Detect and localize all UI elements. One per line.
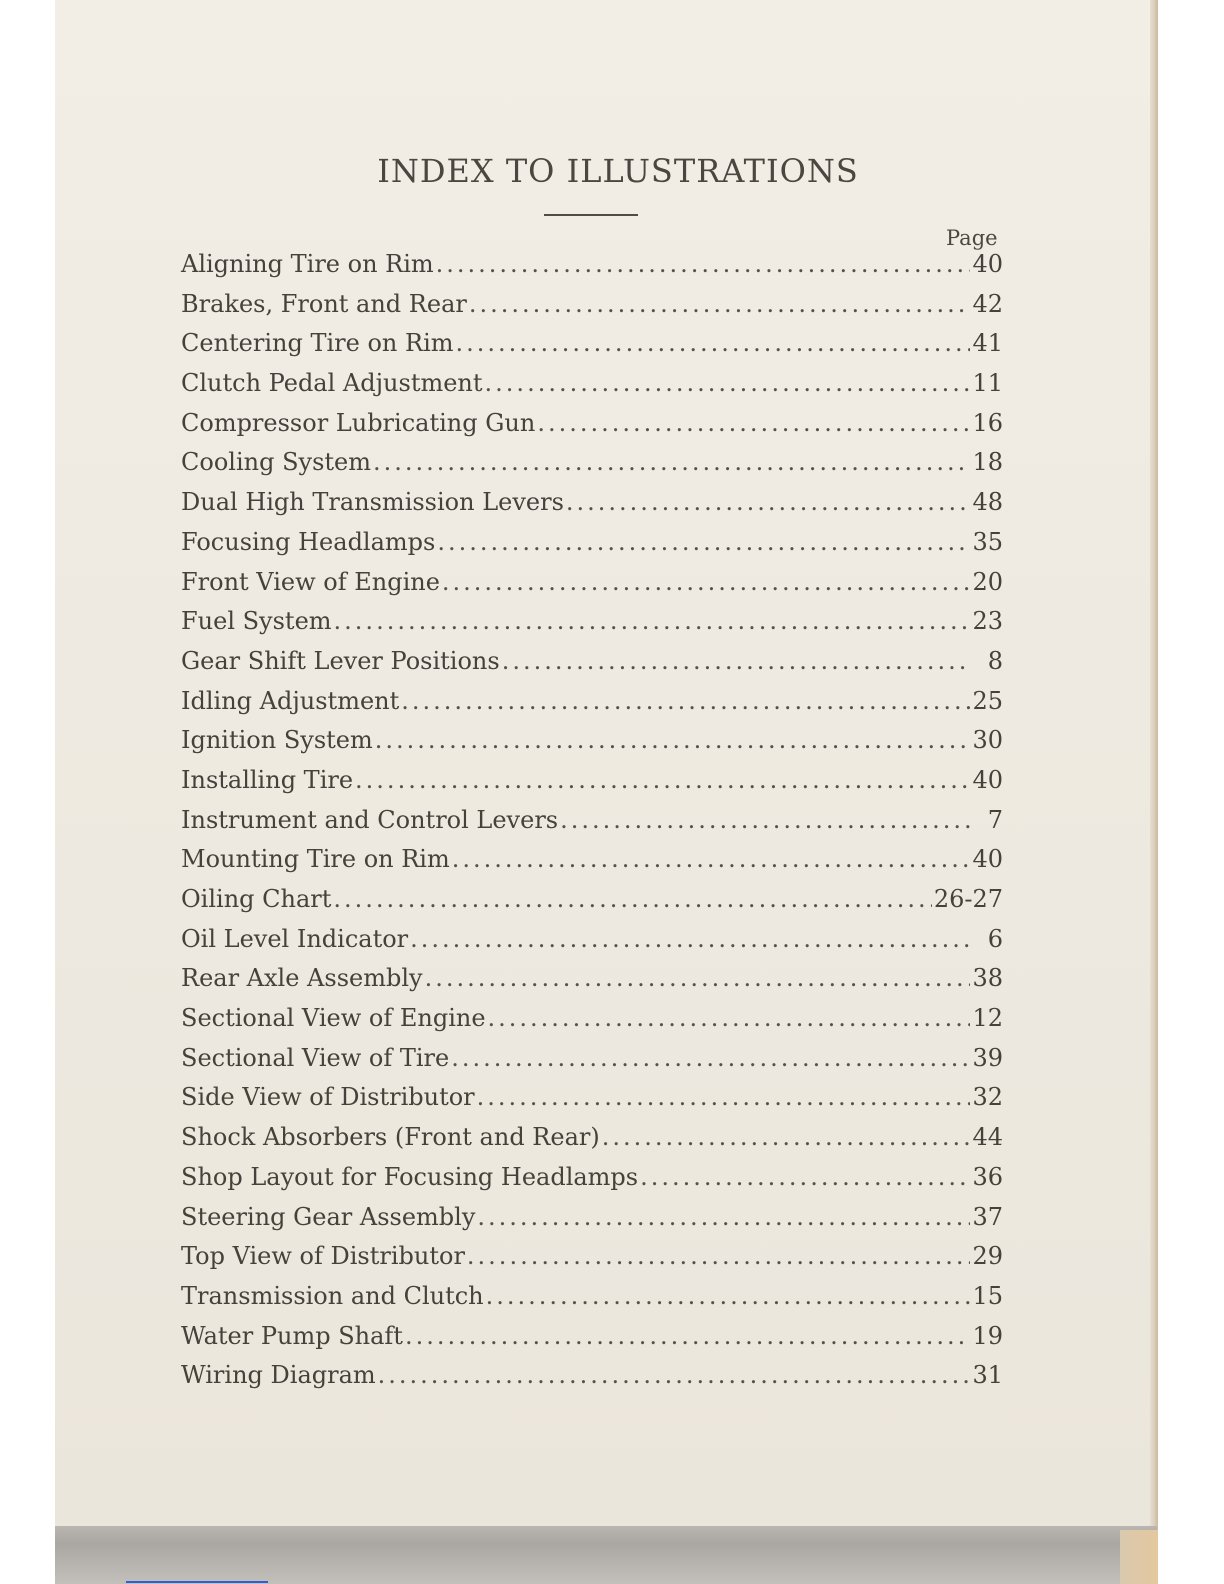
entry-label: Installing Tire bbox=[181, 765, 354, 794]
index-entry bbox=[181, 607, 1003, 647]
entry-label: Oiling Chart bbox=[181, 885, 332, 913]
entry-page-number: 18 bbox=[972, 448, 1003, 477]
dot-leader bbox=[537, 409, 970, 437]
entry-label: Oil Level Indicator bbox=[181, 924, 409, 953]
index-entry bbox=[181, 726, 1003, 766]
entry-page-number: 11 bbox=[972, 369, 1003, 398]
dot-leader bbox=[334, 607, 971, 635]
entry-label: Instrument and Control Levers bbox=[181, 805, 559, 834]
entry-label: Transmission and Clutch bbox=[181, 1281, 484, 1310]
entry-label: Compressor Lubricating Gun bbox=[181, 408, 536, 437]
dot-leader bbox=[467, 1242, 971, 1270]
entry-label: Ignition System bbox=[181, 726, 373, 755]
dot-leader bbox=[640, 1163, 970, 1191]
entry-page-number: 31 bbox=[972, 1361, 1003, 1390]
dot-leader bbox=[560, 806, 971, 834]
entry-page-number: 44 bbox=[972, 1123, 1003, 1152]
entry-label: Cooling System bbox=[181, 448, 371, 477]
dot-leader bbox=[405, 1322, 971, 1350]
entry-label: Dual High Transmission Levers bbox=[181, 488, 564, 517]
entry-page-number: 48 bbox=[972, 488, 1003, 517]
dot-leader bbox=[485, 369, 971, 397]
entry-page-number: 40 bbox=[972, 250, 1003, 278]
dot-leader bbox=[436, 250, 971, 278]
dot-leader bbox=[502, 647, 971, 675]
dot-leader bbox=[477, 1203, 970, 1231]
index-entry bbox=[181, 488, 1003, 528]
page-corner bbox=[1120, 1530, 1158, 1584]
title-underline bbox=[544, 214, 638, 216]
index-entry bbox=[181, 568, 1003, 608]
entry-page-number: 36 bbox=[972, 1162, 1003, 1191]
index-entry bbox=[181, 528, 1003, 568]
dot-leader bbox=[425, 964, 971, 992]
index-entry bbox=[181, 885, 1003, 925]
page-column-header: Page bbox=[946, 226, 998, 250]
entry-page-number: 37 bbox=[972, 1202, 1003, 1231]
dot-leader bbox=[437, 528, 970, 556]
page-title: INDEX TO ILLUSTRATIONS bbox=[377, 152, 859, 190]
entry-label: Centering Tire on Rim bbox=[181, 329, 454, 358]
entry-page-number: 26-27 bbox=[933, 885, 1003, 913]
dot-leader bbox=[486, 1282, 971, 1310]
dot-leader bbox=[442, 568, 971, 596]
index-entry bbox=[181, 1322, 1003, 1362]
entry-page-number: 42 bbox=[972, 289, 1003, 318]
entry-label: Sectional View of Tire bbox=[181, 1043, 450, 1072]
entry-page-number: 39 bbox=[972, 1043, 1003, 1072]
illustration-index-list bbox=[181, 250, 1003, 1401]
entry-page-number: 23 bbox=[972, 607, 1003, 636]
index-entry bbox=[181, 1123, 1003, 1163]
index-entry bbox=[181, 766, 1003, 806]
index-entry bbox=[181, 290, 1003, 330]
entry-label: Aligning Tire on Rim bbox=[181, 250, 434, 278]
dot-leader bbox=[355, 766, 970, 794]
page-edge bbox=[1150, 0, 1158, 1584]
dot-leader bbox=[410, 925, 971, 953]
dot-leader bbox=[488, 1004, 971, 1032]
entry-label: Idling Adjustment bbox=[181, 686, 400, 715]
entry-page-number: 7 bbox=[987, 805, 1003, 834]
entry-label: Sectional View of Engine bbox=[181, 1004, 486, 1033]
dot-leader bbox=[469, 290, 971, 318]
dot-leader bbox=[373, 448, 970, 476]
entry-page-number: 32 bbox=[972, 1083, 1003, 1112]
index-entry bbox=[181, 647, 1003, 687]
entry-label: Focusing Headlamps bbox=[181, 527, 436, 556]
dot-leader bbox=[566, 488, 971, 516]
index-entry bbox=[181, 1083, 1003, 1123]
entry-label: Steering Gear Assembly bbox=[181, 1202, 476, 1231]
entry-page-number: 20 bbox=[972, 567, 1003, 596]
entry-label: Mounting Tire on Rim bbox=[181, 845, 450, 874]
entry-label: Side View of Distributor bbox=[181, 1083, 475, 1112]
entry-page-number: 29 bbox=[972, 1242, 1003, 1271]
entry-page-number: 25 bbox=[972, 686, 1003, 715]
entry-label: Top View of Distributor bbox=[181, 1242, 465, 1271]
entry-page-number: 35 bbox=[972, 527, 1003, 556]
index-entry bbox=[181, 925, 1003, 965]
index-entry bbox=[181, 1163, 1003, 1203]
index-entry bbox=[181, 369, 1003, 409]
dot-leader bbox=[451, 1044, 970, 1072]
index-entry bbox=[181, 1004, 1003, 1044]
dot-leader bbox=[452, 845, 971, 873]
entry-label: Brakes, Front and Rear bbox=[181, 289, 467, 318]
index-entry bbox=[181, 1361, 1003, 1401]
entry-label: Shock Absorbers (Front and Rear) bbox=[181, 1123, 600, 1152]
entry-page-number: 19 bbox=[972, 1321, 1003, 1350]
dot-leader bbox=[401, 687, 970, 715]
index-entry bbox=[181, 845, 1003, 885]
index-entry bbox=[181, 448, 1003, 488]
dot-leader bbox=[378, 1361, 971, 1389]
index-entry bbox=[181, 409, 1003, 449]
entry-label: Fuel System bbox=[181, 607, 332, 636]
entry-page-number: 6 bbox=[987, 924, 1003, 953]
index-entry bbox=[181, 1203, 1003, 1243]
index-entry bbox=[181, 1282, 1003, 1322]
entry-label: Rear Axle Assembly bbox=[181, 964, 423, 993]
index-entry bbox=[181, 687, 1003, 727]
page-bottom-shadow bbox=[55, 1526, 1157, 1584]
entry-label: Gear Shift Lever Positions bbox=[181, 646, 500, 675]
index-entry bbox=[181, 329, 1003, 369]
entry-page-number: 8 bbox=[987, 646, 1003, 675]
entry-page-number: 15 bbox=[972, 1281, 1003, 1310]
dot-leader bbox=[333, 885, 931, 913]
entry-page-number: 40 bbox=[972, 765, 1003, 794]
index-entry bbox=[181, 1044, 1003, 1084]
entry-label: Wiring Diagram bbox=[181, 1361, 376, 1390]
entry-page-number: 12 bbox=[972, 1004, 1003, 1033]
dot-leader bbox=[456, 329, 971, 357]
entry-label: Shop Layout for Focusing Headlamps bbox=[181, 1162, 639, 1191]
entry-page-number: 40 bbox=[972, 845, 1003, 874]
entry-label: Front View of Engine bbox=[181, 567, 440, 596]
dot-leader bbox=[375, 726, 971, 754]
entry-page-number: 41 bbox=[972, 329, 1003, 358]
entry-label: Water Pump Shaft bbox=[181, 1321, 403, 1350]
index-entry bbox=[181, 250, 1003, 290]
entry-page-number: 16 bbox=[972, 408, 1003, 437]
dot-leader bbox=[477, 1083, 971, 1111]
scan-artifact-line bbox=[126, 1581, 268, 1583]
entry-page-number: 38 bbox=[972, 964, 1003, 993]
entry-label: Clutch Pedal Adjustment bbox=[181, 369, 483, 398]
index-entry bbox=[181, 806, 1003, 846]
dot-leader bbox=[602, 1123, 971, 1151]
entry-page-number: 30 bbox=[972, 726, 1003, 755]
index-entry bbox=[181, 964, 1003, 1004]
index-entry bbox=[181, 1242, 1003, 1282]
